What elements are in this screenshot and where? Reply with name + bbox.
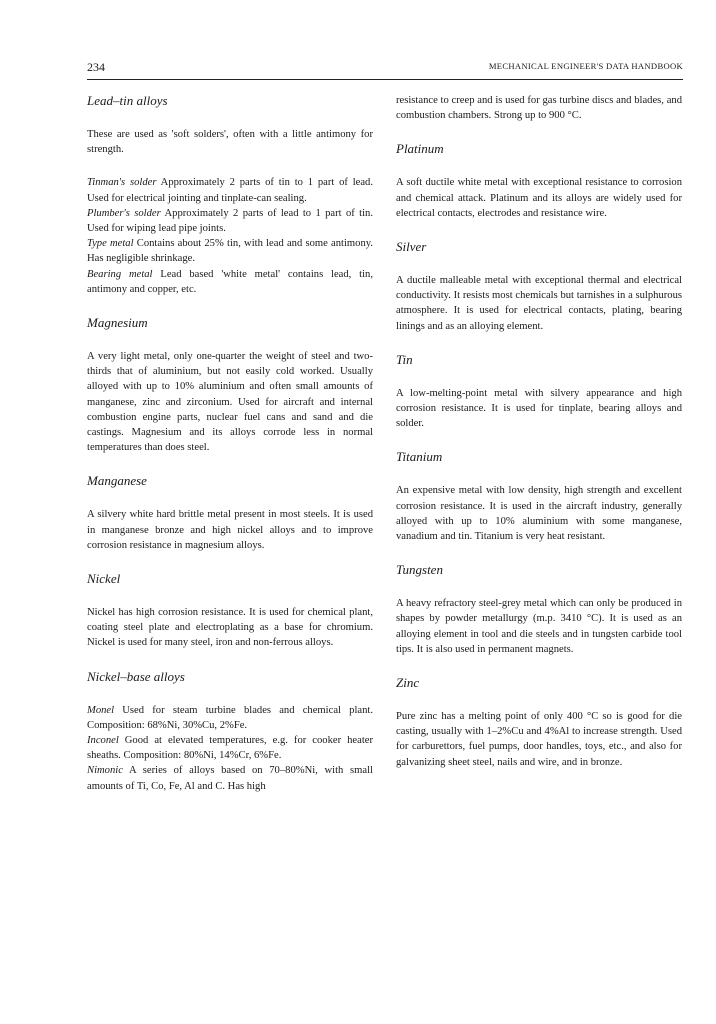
section-heading: Platinum — [396, 141, 444, 157]
entry-text: Lead based 'white metal' contains lead, tin, antimony and copper, etc. — [87, 268, 373, 295]
entry-plumbers-solder — [87, 206, 373, 236]
section-zinc — [396, 675, 682, 770]
section-nickel — [87, 571, 373, 651]
paragraph: These are used as 'soft solders', often with a little antimony for strength. — [87, 129, 373, 156]
paragraph: Nickel has high corrosion resistance. It is used for chemical plant, coating steel plate and electroplating as a base for chromium. Nickel is used for many steel, iron and non-ferrous alloys. — [87, 607, 373, 649]
section-tungsten — [396, 562, 682, 657]
entry-text: Good at elevated temperatures, e.g. for cooker heater sheaths. Composition: 80%Ni, 14%Cr, 6%Fe. — [87, 735, 373, 762]
section-heading: Tungsten — [396, 562, 443, 578]
page-number: 234 — [87, 60, 105, 74]
right-column — [396, 93, 682, 788]
entry-text: A series of alloys based on 70–80%Ni, with small amounts of Ti, Co, Fe, Al and C. Has high — [87, 765, 373, 792]
paragraph: A soft ductile white metal with exceptional resistance to corrosion and chemical attack. Platinum and its alloys are widely used for electrical contacts, electrodes and resistance wire. — [396, 177, 682, 219]
paragraph: A heavy refractory steel-grey metal which can only be produced in shapes by powder metallurgy (m.p. 3410 °C). It is used as an alloying element in tool and die steels and in tungsten carbide tool tips. It is also used in permanent magnets. — [396, 598, 682, 655]
section-heading: Titanium — [396, 449, 443, 465]
entry-monel — [87, 703, 373, 733]
page-header — [87, 60, 683, 76]
left-column — [87, 93, 373, 794]
paragraph: A low-melting-point metal with silvery appearance and high corrosion resistance. It is used for tinplate, bearing alloys and solder. — [396, 387, 682, 430]
header-rule — [87, 79, 683, 80]
paragraph-continuation: resistance to creep and is used for gas turbine discs and blades, and combustion chambers. Strong up to 900 °C. — [396, 95, 682, 122]
paragraph: Pure zinc has a melting point of only 400 °C so is good for die casting, usually with 1–2%Cu and 4%Al to increase strength. Used for carburettors, fuel pumps, door handles, toys, etc., and also for galvanizing sheet steel, nails and wire, and in bronze. — [396, 711, 682, 768]
entry-type-metal — [87, 236, 373, 266]
entry-term: Tinman's solder — [87, 177, 157, 189]
section-heading: Lead–tin alloys — [87, 93, 168, 108]
entry-term: Monel — [87, 704, 115, 716]
section-manganese — [87, 473, 373, 553]
entry-text: Approximately 2 parts of lead to 1 part of tin. Used for wiping lead pipe joints. — [87, 207, 373, 235]
entry-tinmans-solder — [87, 175, 373, 205]
section-heading: Zinc — [396, 675, 420, 691]
section-lead-tin-alloys — [87, 93, 373, 297]
section-magnesium — [87, 315, 373, 455]
entry-bearing-metal — [87, 267, 373, 297]
entry-text: Approximately 2 parts of tin to 1 part of lead. Used for electrical jointing and tinplate-can sealing. — [87, 177, 374, 204]
entry-term: Nimonic — [87, 765, 123, 777]
section-titanium — [396, 449, 682, 544]
section-silver — [396, 239, 682, 334]
section-heading: Magnesium — [87, 315, 148, 331]
section-platinum — [396, 141, 682, 221]
entry-inconel — [87, 733, 373, 763]
section-tin — [396, 352, 682, 432]
entry-term: Inconel — [87, 735, 119, 747]
running-title: MECHANICAL ENGINEER'S DATA HANDBOOK — [488, 61, 683, 71]
section-heading: Manganese — [87, 473, 147, 489]
entry-text: Used for steam turbine blades and chemical plant. Composition: 68%Ni, 30%Cu, 2%Fe. — [87, 704, 373, 731]
section-heading: Silver — [396, 239, 427, 255]
entry-term: Bearing metal — [87, 268, 153, 280]
entry-term: Plumber's solder — [87, 207, 161, 219]
entry-term: Type metal — [87, 238, 134, 250]
paragraph: An expensive metal with low density, high strength and excellent corrosion resistance. It is used in the aircraft industry, generally alloyed with up to 10% aluminium with some manganese, vanadium and tin. Titanium is very heat resistant. — [396, 485, 682, 543]
section-nickel-base-alloys — [87, 669, 373, 794]
paragraph: A very light metal, only one-quarter the weight of steel and two-thirds that of aluminium, but not easily cold worked. Usually alloyed with up to 10% aluminium and often small amounts of manganese, zinc and zirconium. Used for aircraft and internal combustion engine parts, nuclear fuel cans and sand and die castings. Magnesium and its alloys corrode less in normal temperatures than does steel. — [87, 351, 373, 454]
section-heading: Tin — [396, 351, 413, 367]
paragraph: A silvery white hard brittle metal present in most steels. It is used in manganese bronze and high nickel alloys and to improve corrosion resistance in magnesium alloys. — [87, 509, 373, 551]
entry-text: Contains about 25% tin, with lead and some antimony. Has negligible shrinkage. — [87, 238, 373, 265]
entry-nimonic — [87, 763, 373, 793]
section-heading: Nickel — [87, 571, 121, 587]
paragraph: A ductile malleable metal with exceptional thermal and electrical conductivity. It resists most chemicals but tarnishes in a sulphurous atmosphere. It is used for electrical contacts, plating, bearing linings and as an alloying element. — [396, 275, 682, 332]
section-heading: Nickel–base alloys — [87, 668, 185, 684]
